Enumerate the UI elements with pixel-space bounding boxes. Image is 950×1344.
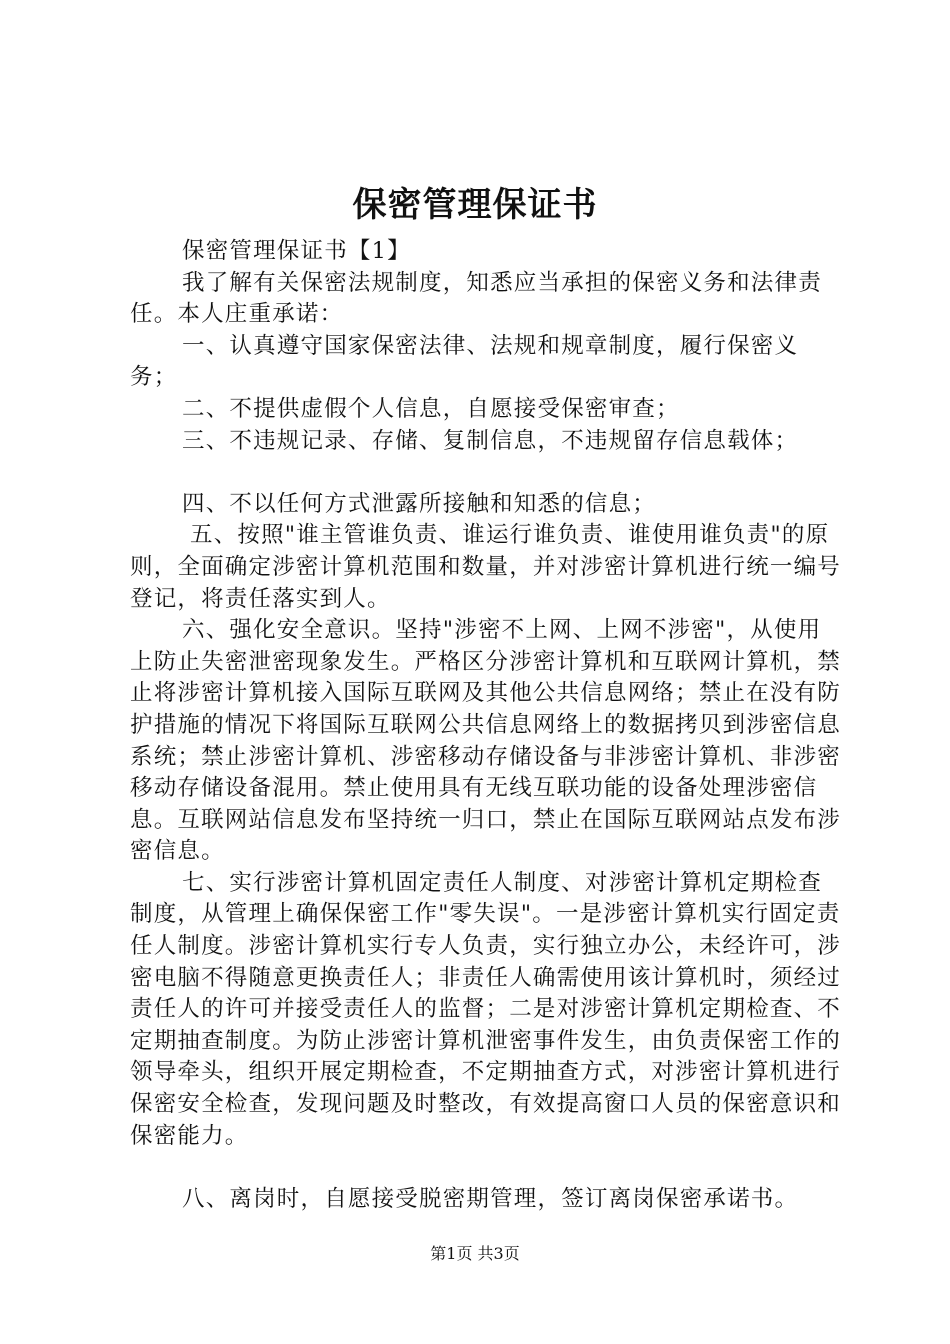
paragraph-item-3: 三、不违规记录、存储、复制信息，不违规留存信息载体； [182, 427, 799, 454]
paragraph-subtitle: 保密管理保证书【1】 [182, 238, 411, 264]
paragraph-item-4: 四、不以任何方式泄露所接触和知悉的信息； [182, 490, 657, 517]
paragraph-item-7: 七、实行涉密计算机固定责任人制度、对涉密计算机定期检查制度，从管理上确保保密工作"零失误"。一是涉密计算机实行固定责任人制度。涉密计算机实行专人负责，实行独立办公，未经许可，涉密电脑不得随意更换责任人；非责任人确需使用该计算机时，须经过责任人的许可并接受责任人的监督；二是对涉密计算机定期检查、不定期抽查制度。为防止涉密计算机泄密事件发生，由负责保密工作的领导牵头，组织开展定期检查，不定期抽查方式，对涉密计算机进行保密安全检查，发现问题及时整改，有效提高窗口人员的保密意识和保密能力。 [130, 869, 842, 1149]
document-title: 保密管理保证书 [352, 185, 598, 225]
paragraph-item-2: 二、不提供虚假个人信息，自愿接受保密审查； [182, 395, 680, 422]
paragraph-item-6: 六、强化安全意识。坚持"涉密不上网、上网不涉密"，从使用上防止失密泄密现象发生。严格区分涉密计算机和互联网计算机，禁止将涉密计算机接入国际互联网及其他公共信息网络；禁止在没有防护措施的情况下将国际互联网公共信息网络上的数据拷贝到涉密信息系统；禁止涉密计算机、涉密移动存储设备与非涉密计算机、非涉密移动存储设备混用。禁止使用具有无线互联功能的设备处理涉密信息。互联网站信息发布坚持统一归口，禁止在国际互联网站点发布涉密信息。 [130, 617, 842, 865]
page-footer: 第1页 共3页 [430, 1244, 520, 1263]
paragraph-item-8: 八、离岗时，自愿接受脱密期管理，签订离岗保密承诺书。 [182, 1185, 799, 1212]
document-body [130, 236, 842, 1215]
paragraph-item-5: 五、按照"谁主管谁负责、谁运行谁负责、谁使用谁负责"的原则，全面确定涉密计算机范围和数量，并对涉密计算机进行统一编号登记，将责任落实到人。 [130, 522, 842, 612]
paragraph-intro: 我了解有关保密法规制度，知悉应当承担的保密义务和法律责任。本人庄重承诺： [130, 269, 822, 328]
paragraph-item-1: 一、认真遵守国家保密法律、法规和规章制度，履行保密义务； [130, 332, 799, 391]
